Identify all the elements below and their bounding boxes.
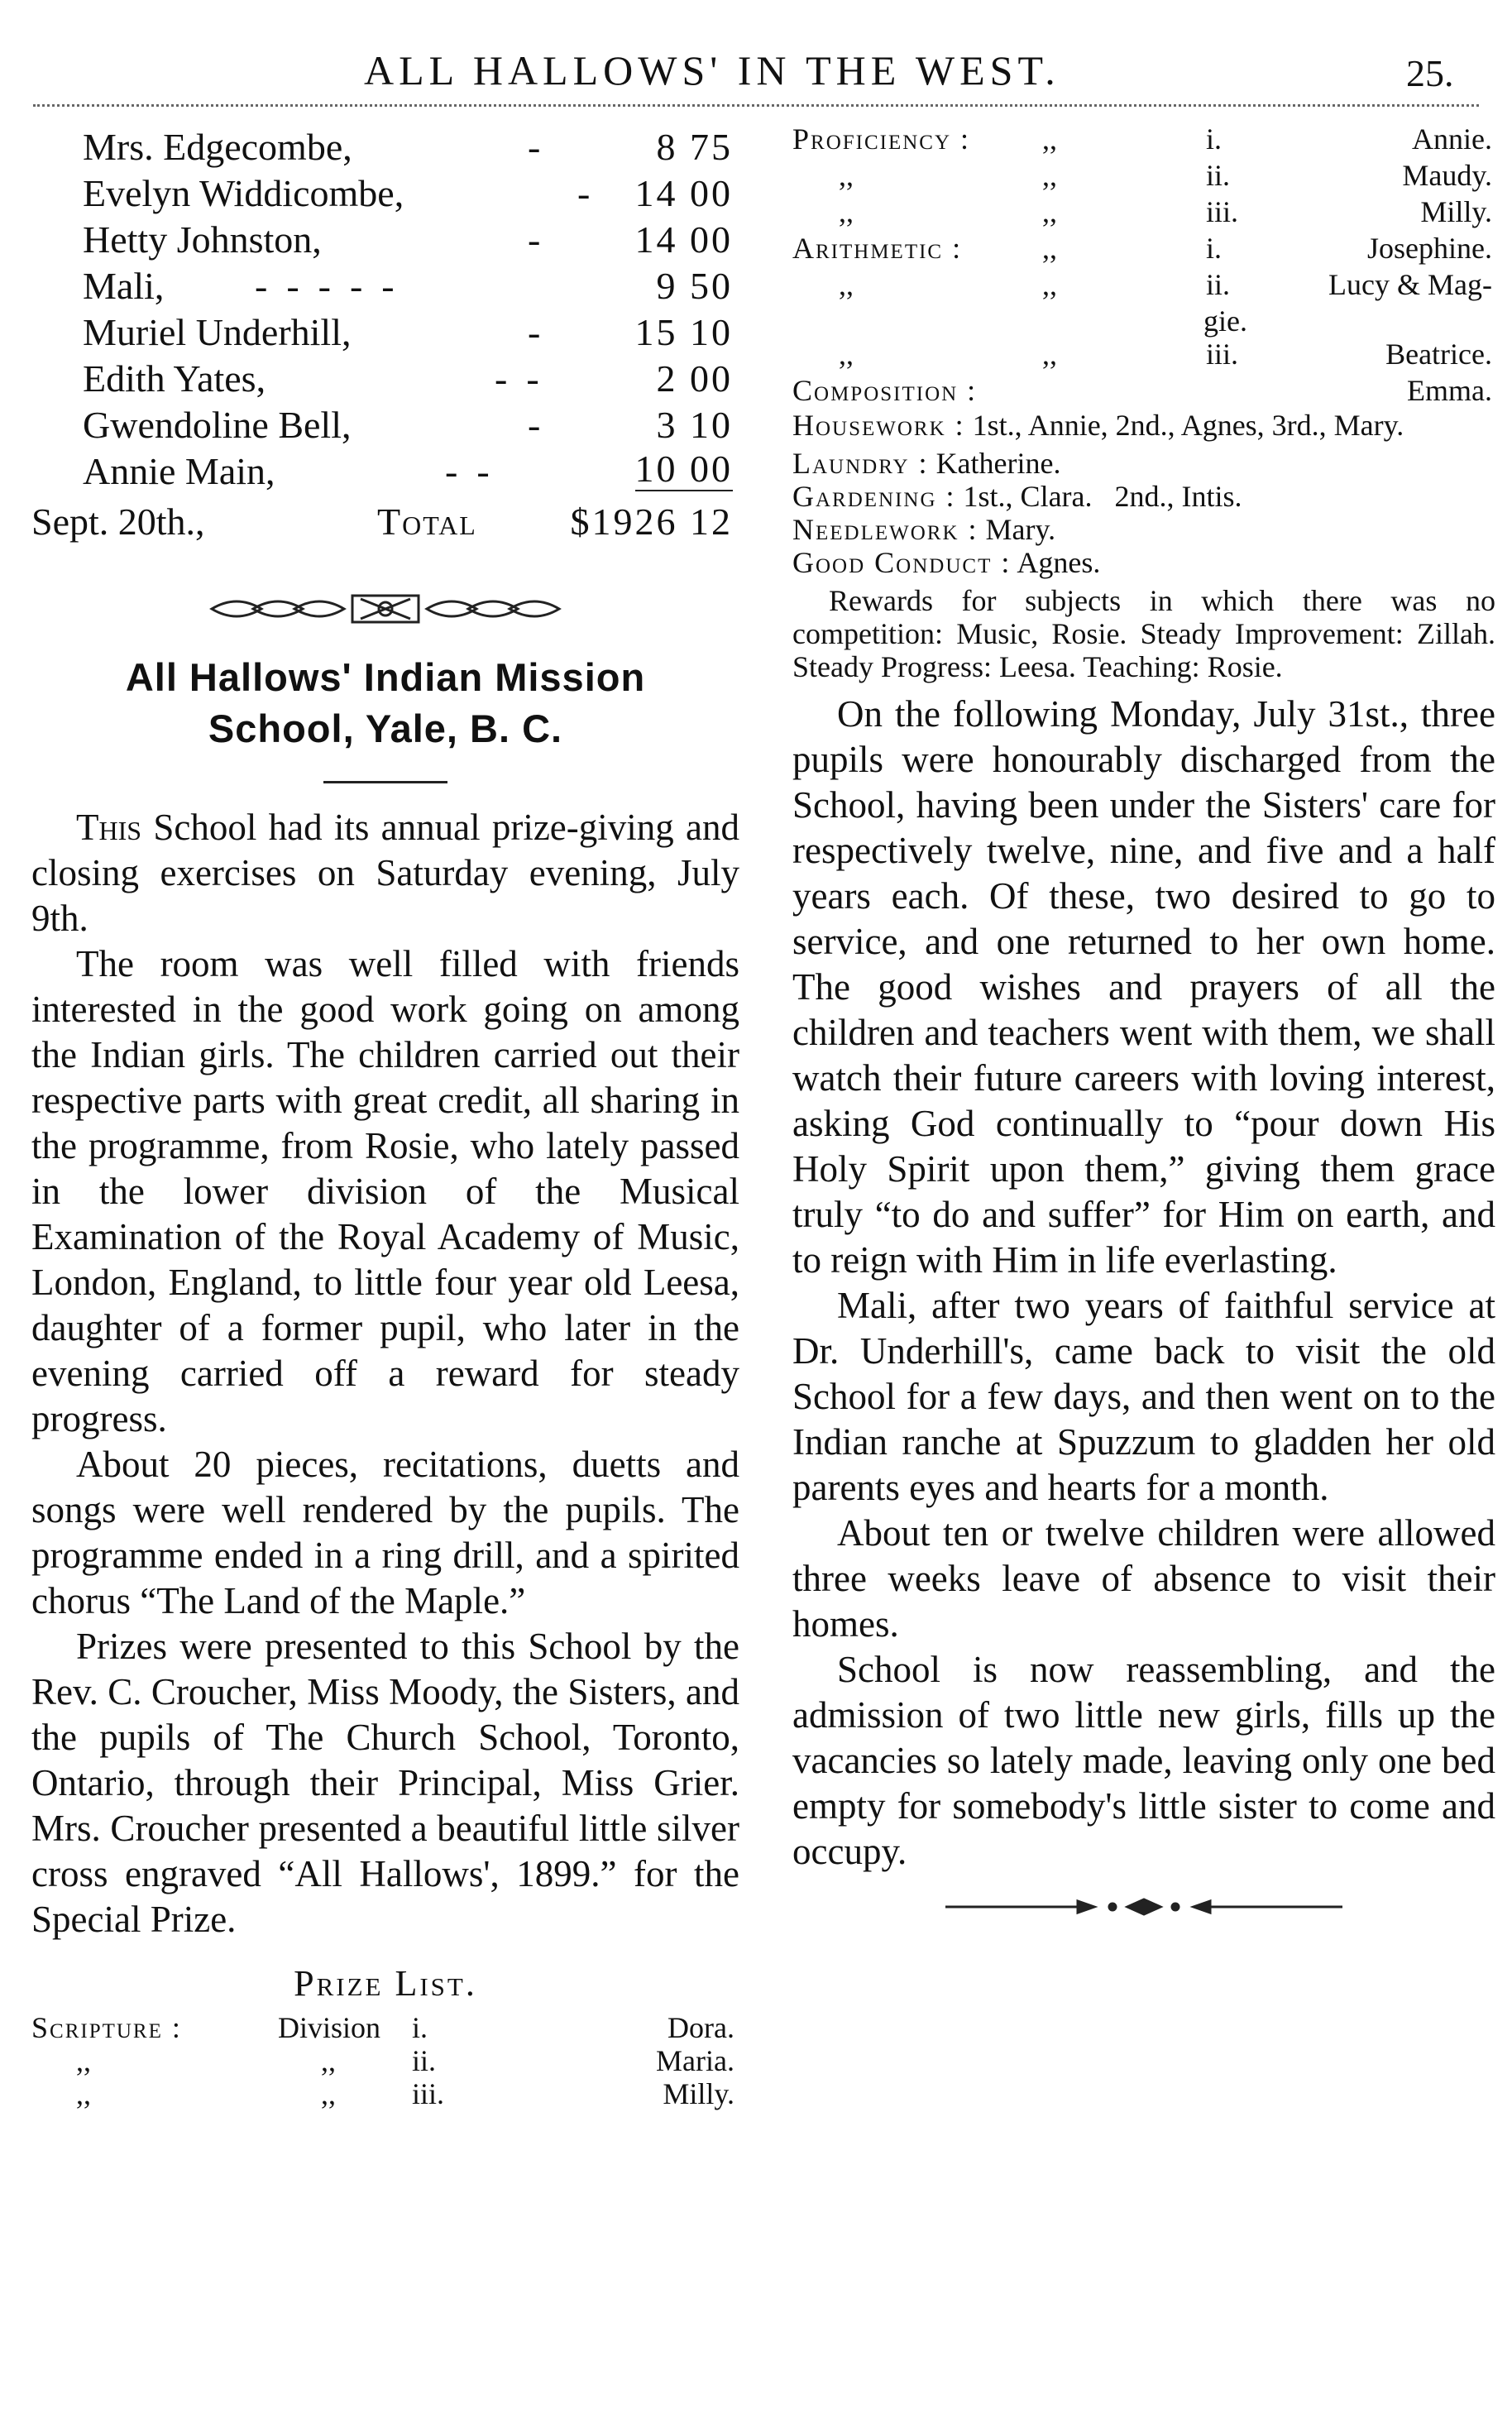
prize-subject: ,, [839, 338, 854, 371]
right-column [792, 121, 1495, 1919]
paragraph-6: Mali, after two years of faithful service at Dr. Underhill's, came back to visit the old School for a few days, and then went on to the Indian ranche at Spuzzum to gladden her old parents eyes and hearts for a month. [792, 1285, 1495, 1508]
prize-winner: Josephine. [1367, 232, 1492, 265]
total-date: Sept. 20th., [31, 500, 205, 543]
header-rule [33, 104, 1479, 107]
prize-row [792, 336, 1495, 372]
subscriber-name: Mrs. Edgecombe, [83, 126, 352, 168]
leader-dashes: - - - - - [255, 265, 395, 307]
prize-winner: 1st., Annie, 2nd., Agnes, 3rd., Mary. [972, 409, 1404, 442]
running-header [0, 33, 1512, 99]
leader-dashes: - - [445, 450, 490, 492]
paragraph-4: Prizes were presented to this School by the Rev. C. Croucher, Miss Moody, the Sisters, and the pupils of The Church School, Toronto, Ontario, through their Principal, Miss Grier. Mrs. Croucher presented a beautiful little silver cross engraved “All Hallows', 1899.” for the Special Prize. [31, 1626, 739, 1940]
prize-rank: ii. [1206, 268, 1231, 301]
subscriber-name: Muriel Underhill, [83, 311, 352, 353]
lead-word: This [76, 807, 142, 848]
total-amount: $1926 12 [570, 500, 733, 543]
prize-subject: Good Conduct : [792, 546, 1012, 579]
leader-dashes: - [528, 126, 541, 168]
prize-winner: Mary. [985, 513, 1056, 546]
prize-row [792, 230, 1495, 266]
prize-rank: i. [1206, 122, 1223, 156]
prize-winner: Maria. [656, 2044, 734, 2077]
prize-division: ,, [1042, 159, 1057, 192]
subscriber-name: Annie Main, [83, 450, 275, 492]
prize-subject: Composition : [792, 374, 978, 407]
prize-division: Division [278, 2011, 381, 2044]
needlework-row [792, 513, 1495, 546]
prize-winner: Dora. [667, 2011, 734, 2044]
laundry-row [792, 447, 1495, 480]
good-conduct-row [792, 546, 1495, 579]
subscription-amount: 14 00 [634, 218, 733, 261]
subscriber-name: Gwendoline Bell, [83, 404, 352, 446]
prize-rank: iii. [1206, 195, 1239, 228]
prize-row [792, 266, 1495, 303]
prize-winner: Beatrice. [1385, 338, 1492, 371]
prize-rank: ii. [412, 2044, 437, 2077]
subscription-row [31, 309, 739, 356]
paragraph-1-text: School had its annual prize-giving and closing exercises on Saturday evening, July 9th. [31, 807, 739, 939]
subscription-amount: 2 00 [656, 357, 733, 400]
prize-winner: Annie. [1412, 122, 1492, 156]
subscriber-name: Hetty Johnston, [83, 218, 322, 261]
subscription-amount: 15 10 [634, 311, 733, 353]
subscription-row [31, 124, 739, 170]
subscriber-name: Evelyn Widdicombe, [83, 172, 404, 214]
subscription-row [31, 402, 739, 448]
subscription-list [31, 124, 739, 548]
prize-subject: ,, [76, 2044, 91, 2077]
paragraph-8: School is now reassembling, and the admission of two little new girls, fills up the vacancies so lately made, leaving only one bed empty for somebody's little sister to come and occupy. [792, 1649, 1495, 1872]
subscription-row [31, 356, 739, 402]
subscription-row [31, 217, 739, 263]
article-heading [31, 652, 739, 754]
subscription-amount: 10 00 [634, 448, 733, 490]
subscription-row [31, 448, 739, 495]
paragraph-5: On the following Monday, July 31st., three pupils were honourably discharged from the School, having been under the Sisters' care for respectively twelve, nine, and five and a half years each. Of these, two desired to go to service, and one returned to her own home. The good wishes and prayers of all the children and teachers went with them, we shall watch their future careers with loving interest, asking God continually to “pour down His Holy Spirit upon them,” giving them grace truly “to do and suffer” for Him on earth, and to reign with Him in life everlasting. [792, 693, 1495, 1281]
prize-row [31, 2044, 739, 2077]
housework-row [792, 409, 1495, 442]
prize-division: ,, [1042, 122, 1057, 156]
prize-row [792, 194, 1495, 230]
prize-winner: Lucy & Mag- [1328, 268, 1492, 301]
heading-line-1: All Hallows' Indian Mission [125, 655, 646, 699]
page-number: 25. [1406, 52, 1454, 94]
prize-rank: i. [412, 2011, 428, 2044]
paragraph-1 [31, 805, 739, 941]
prize-rank: iii. [1206, 338, 1239, 371]
prize-subject: Gardening : [792, 480, 956, 513]
prize-winner: Milly. [1420, 195, 1492, 228]
prize-winner: Emma. [1407, 374, 1492, 407]
subscriber-name: Mali, [83, 265, 165, 307]
total-row [31, 496, 739, 548]
subscription-amount: 3 10 [656, 404, 733, 446]
composition-row [792, 372, 1495, 409]
paragraph-7: About ten or twelve children were allowed three weeks leave of absence to visit their homes. [792, 1512, 1495, 1645]
prize-winner: 1st., Clara. 2nd., Intis. [963, 480, 1242, 513]
ornament-divider [203, 591, 567, 627]
subscriber-name: Edith Yates, [83, 357, 266, 400]
prize-winner: Katherine. [935, 447, 1061, 480]
tail-ornament [937, 1894, 1351, 1919]
prize-list-title: Prize List. [294, 1963, 477, 2004]
prize-subject: Proficiency : [792, 122, 971, 156]
subscription-amount: 8 75 [656, 126, 733, 168]
prize-subject: ,, [839, 268, 854, 301]
total-label: Total [377, 500, 477, 543]
heading-line-2: School, Yale, B. C. [208, 706, 563, 750]
prize-subject: Laundry : [792, 447, 929, 480]
prize-subject: ,, [839, 195, 854, 228]
prize-subject: ,, [839, 159, 854, 192]
paragraph-2: The room was well filled with friends interested in the good work going on among the Indian girls. The children carried out their respective parts with great credit, all sharing in the programme, from Rosie, who lately passed in the lower division of the Musical Examination of the Royal Academy of Music, London, England, to little four year old Leesa, daughter of a former pupil, who later in the evening carried off a reward for steady progress. [31, 943, 739, 1439]
prize-division: ,, [1042, 268, 1057, 301]
prize-division: ,, [1042, 195, 1057, 228]
prize-winner: Maudy. [1402, 159, 1492, 192]
prize-row [792, 121, 1495, 157]
prize-subject: ,, [76, 2077, 91, 2110]
subscription-amount: 14 00 [634, 172, 733, 214]
prize-subject: Needlework : [792, 513, 978, 546]
gardening-row [792, 480, 1495, 513]
prize-subject: Arithmetic : [792, 232, 963, 265]
subscription-amount: 9 50 [656, 265, 733, 307]
subscription-row [31, 263, 739, 309]
rewards-note: Rewards for subjects in which there was no competition: Music, Rosie. Steady Improvement: Zillah. Steady Progress: Leesa. Teaching: Rosie. [792, 584, 1495, 683]
prize-rank: ii. [1206, 159, 1231, 192]
subscription-row [31, 170, 739, 217]
running-title: ALL HALLOWS' IN THE WEST. [364, 47, 1060, 93]
prize-rank: i. [1206, 232, 1223, 265]
leader-dashes: - [528, 404, 541, 446]
prize-row [31, 2011, 739, 2044]
prize-winner-continued: gie. [1203, 304, 1247, 338]
prize-division: ,, [321, 2077, 336, 2110]
left-column [31, 124, 739, 2110]
prize-subject: Housework : [792, 409, 965, 442]
prize-winner: Milly. [663, 2077, 734, 2110]
prize-subject: Scripture : [31, 2011, 182, 2044]
prize-row [792, 303, 1495, 336]
leader-dashes: - - [495, 357, 539, 400]
prize-division: ,, [321, 2044, 336, 2077]
heading-rule [323, 781, 447, 783]
paragraph-3: About 20 pieces, recitations, duetts and songs were well rendered by the pupils. The programme ended in a ring drill, and a spirited chorus “The Land of the Maple.” [31, 1444, 739, 1621]
prize-division: ,, [1042, 338, 1057, 371]
prize-winner: Agnes. [1017, 546, 1101, 579]
prize-rank: iii. [412, 2077, 445, 2110]
leader-dashes: - [528, 311, 541, 353]
prize-row [792, 157, 1495, 194]
leader-dashes: - [577, 172, 591, 214]
prize-division: ,, [1042, 232, 1057, 265]
leader-dashes: - [528, 218, 541, 261]
prize-row [31, 2077, 739, 2110]
